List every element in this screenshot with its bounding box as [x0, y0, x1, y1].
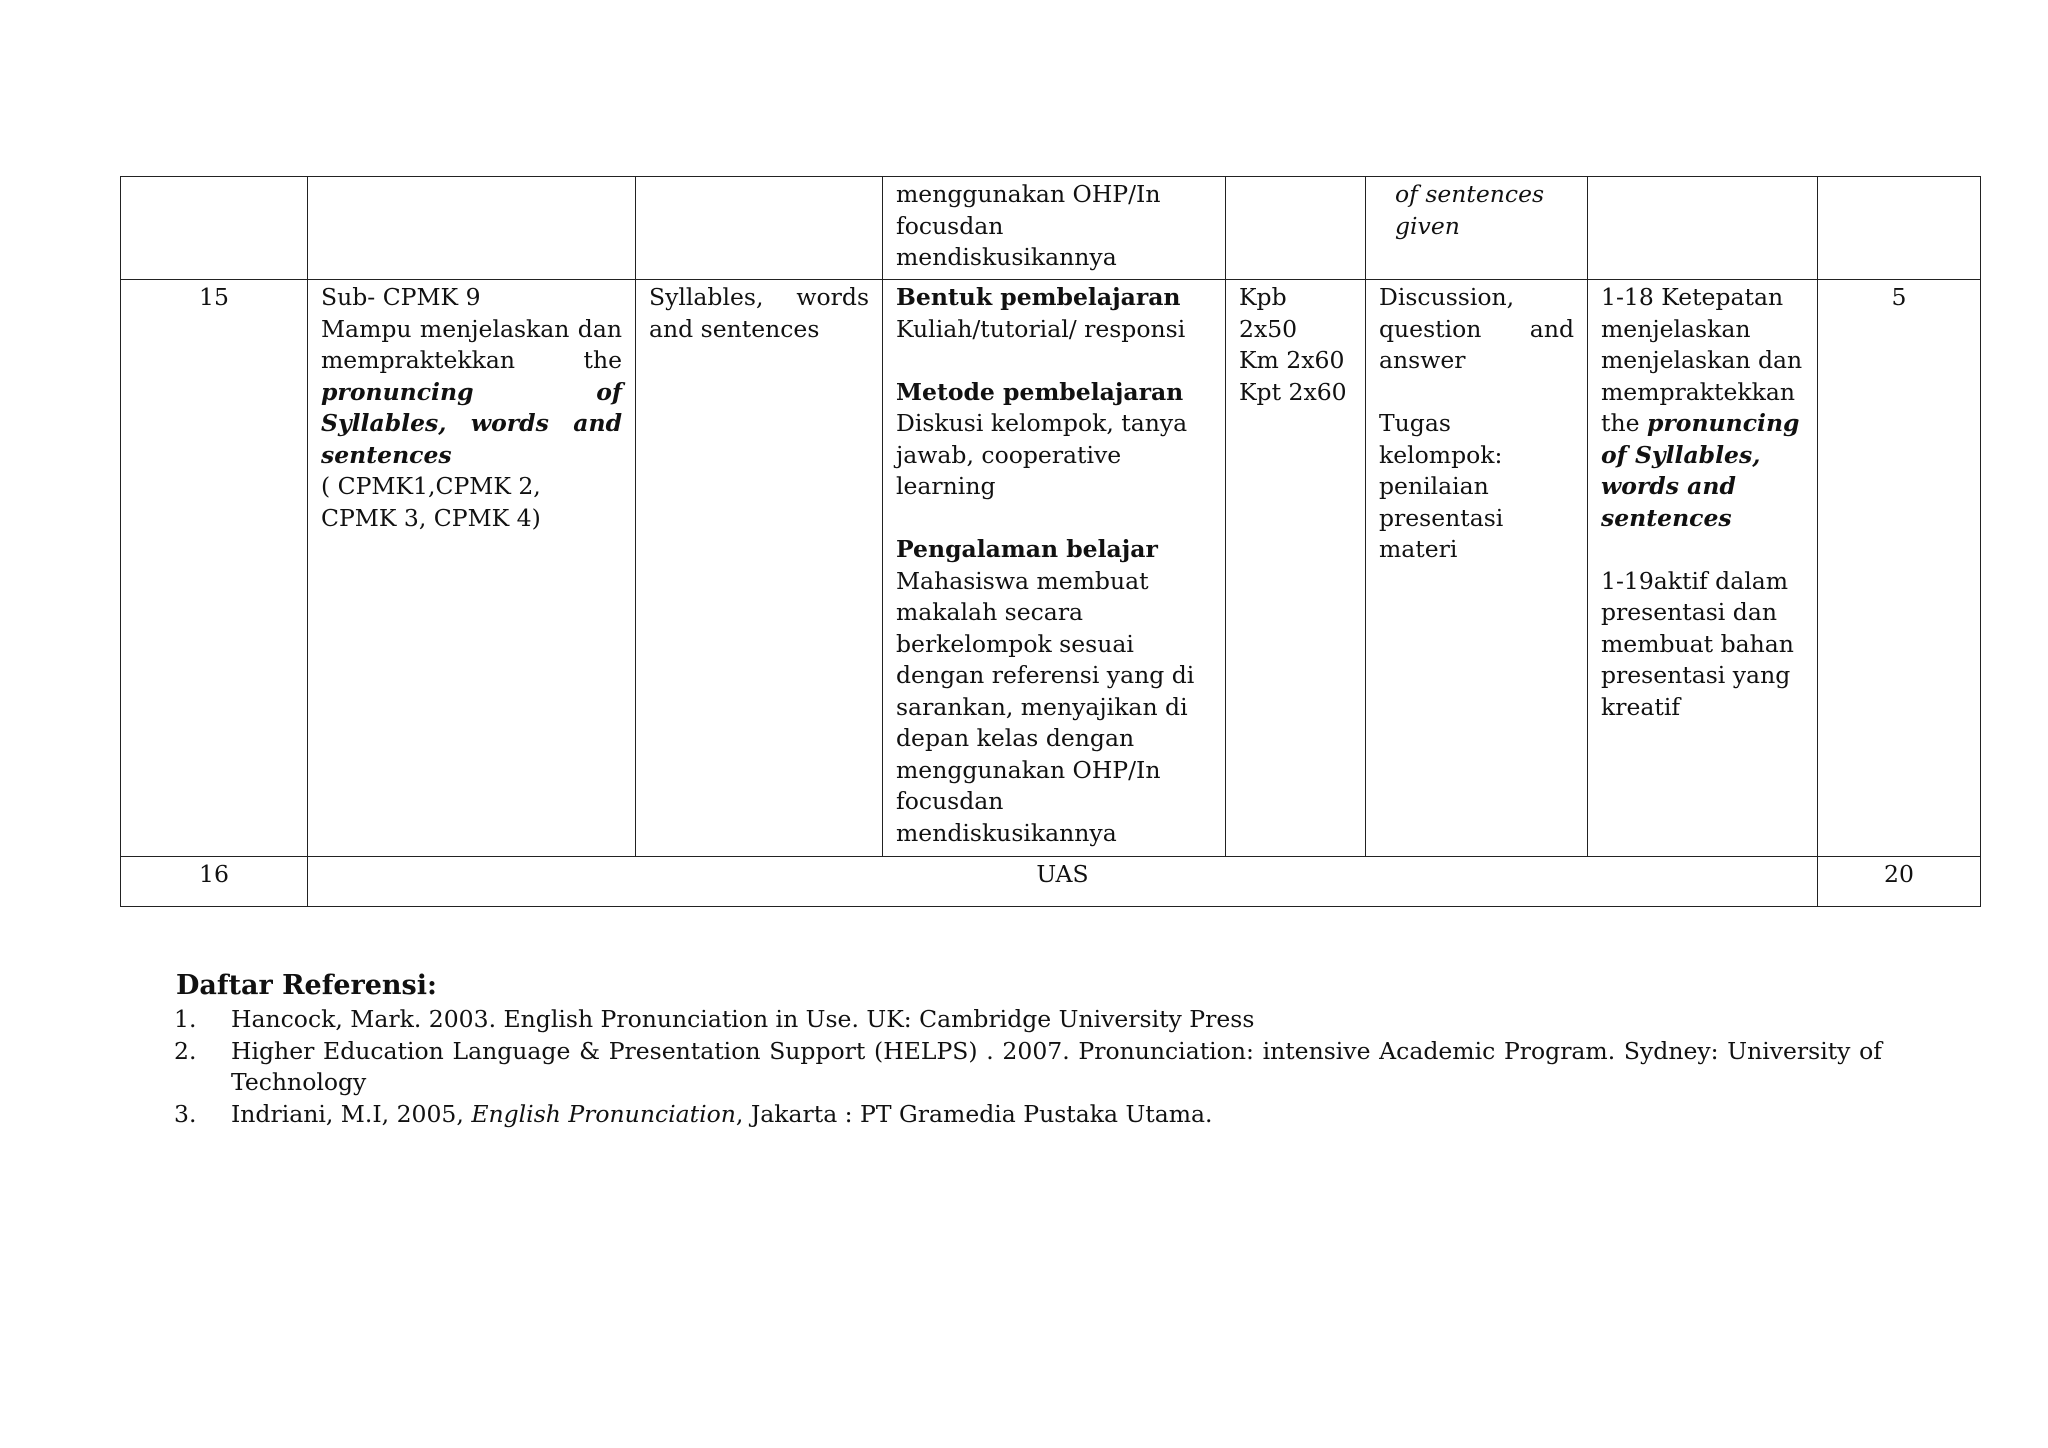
reference-item: 1. Hancock, Mark. 2003. English Pronunciation in Use. UK: Cambridge University Press	[174, 1005, 1255, 1033]
week-cell: 16	[121, 857, 308, 907]
assessment-line: given	[1395, 211, 1460, 240]
learning-cell	[883, 177, 1226, 280]
indicator-line: kreatif	[1601, 692, 1681, 721]
pengalaman-line: Mahasiswa membuat	[896, 566, 1149, 595]
indicator-line: mempraktekkan	[1601, 377, 1795, 406]
bentuk-text: Kuliah/tutorial/ responsi	[896, 314, 1186, 343]
time-cell	[1226, 177, 1366, 280]
pengalaman-line: menggunakan OHP/In	[896, 755, 1161, 784]
pengalaman-line: mendiskusikannya	[896, 818, 1117, 847]
assessment-line: of sentences	[1395, 180, 1545, 208]
pengalaman-line: dengan referensi yang di	[896, 661, 1195, 689]
time-cell	[1226, 280, 1366, 857]
sub-cpmk-cell	[308, 280, 636, 857]
indicator-line: presentasi yang	[1601, 661, 1791, 689]
assessment-cell	[1366, 280, 1588, 857]
learning-line: mendiskusikannya	[896, 243, 1117, 271]
indicator-line: the pronuncing	[1601, 409, 1800, 437]
pengalaman-line: makalah secara	[896, 598, 1084, 626]
time-line: Kpt 2x60	[1239, 377, 1347, 406]
assessment-line: Tugas	[1379, 409, 1451, 437]
table-row-16	[121, 857, 1981, 907]
reference-item: 3. Indriani, M.I, 2005, English Pronunciation, Jakarta : PT Gramedia Pustaka Utama.	[174, 1099, 1213, 1128]
pengalaman-title: Pengalaman belajar	[896, 535, 1158, 563]
week-cell	[121, 177, 308, 280]
pengalaman-line: depan kelas dengan	[896, 724, 1135, 752]
indicator-emphasis: pronuncing	[1646, 409, 1800, 437]
time-line: Kpb 2x50	[1239, 283, 1298, 343]
metode-title: Metode pembelajaran	[896, 377, 1184, 406]
assessment-a: Discussion, question and answer	[1379, 283, 1574, 374]
indicator-line: menjelaskan dan	[1601, 346, 1803, 374]
learning-cell	[883, 280, 1226, 857]
assessment-line: penilaian	[1379, 472, 1489, 500]
reference-item: 2. Higher Education Language & Presentation Support (HELPS) . 2007. Pronunciation: intensive Academic Program. Sydney: University of Technology	[174, 1036, 1882, 1096]
week-cell: 15	[121, 280, 308, 857]
indicator-line: menjelaskan	[1601, 314, 1751, 343]
indicator-line: presentasi dan	[1601, 598, 1777, 626]
assessment-cell	[1366, 177, 1588, 280]
table-row-15	[121, 280, 1981, 857]
assessment-line: presentasi	[1379, 503, 1504, 532]
assessment-line: materi	[1379, 535, 1458, 563]
pengalaman-line: berkelompok sesuai	[896, 629, 1134, 658]
sub-cpmk-refs: ( CPMK1,CPMK 2, CPMK 3, CPMK 4)	[321, 472, 541, 532]
sub-cpmk-title: Sub- CPMK 9	[321, 283, 481, 311]
indicator-line: membuat bahan	[1601, 629, 1794, 658]
pengalaman-line: focusdan	[896, 787, 1004, 815]
assessment-line: kelompok:	[1379, 440, 1503, 469]
learning-line: menggunakan OHP/In	[896, 180, 1161, 208]
indicator-line: 1-19aktif dalam	[1601, 566, 1789, 595]
indicator-emphasis: of Syllables,	[1601, 440, 1761, 469]
pengalaman-line: sarankan, menyajikan di	[896, 692, 1188, 721]
indicator-cell	[1588, 280, 1818, 857]
references-section	[176, 968, 1882, 1130]
weight-cell	[1818, 177, 1981, 280]
material-cell: Syllables, words and sentences	[636, 280, 883, 857]
indicator-line: 1-18 Ketepatan	[1601, 283, 1784, 311]
references-heading: Daftar Referensi:	[176, 970, 437, 1001]
rps-table	[120, 176, 1981, 907]
reference-title: English Pronunciation	[471, 1099, 736, 1128]
uas-cell: UAS	[308, 857, 1818, 907]
indicator-cell	[1588, 177, 1818, 280]
weight-cell: 5	[1818, 280, 1981, 857]
sub-cpmk-description: Mampu menjelaskan dan mempraktekkan the pronuncing of Syllables, words and sentences	[321, 314, 622, 469]
table-row-continued	[121, 177, 1981, 280]
bentuk-title: Bentuk pembelajaran	[896, 283, 1181, 311]
metode-text: Diskusi kelompok, tanya jawab, cooperative learning	[896, 409, 1188, 500]
time-line: Km 2x60	[1239, 346, 1345, 374]
sub-cpmk-emphasis: pronuncing of Syllables, words and sentences	[321, 377, 622, 469]
weight-cell: 20	[1818, 857, 1981, 907]
references-list	[176, 1004, 1882, 1130]
indicator-emphasis: words and	[1601, 472, 1736, 500]
learning-line: focusdan	[896, 211, 1004, 240]
material-cell	[636, 177, 883, 280]
indicator-emphasis: sentences	[1601, 503, 1732, 532]
sub-cpmk-cell	[308, 177, 636, 280]
